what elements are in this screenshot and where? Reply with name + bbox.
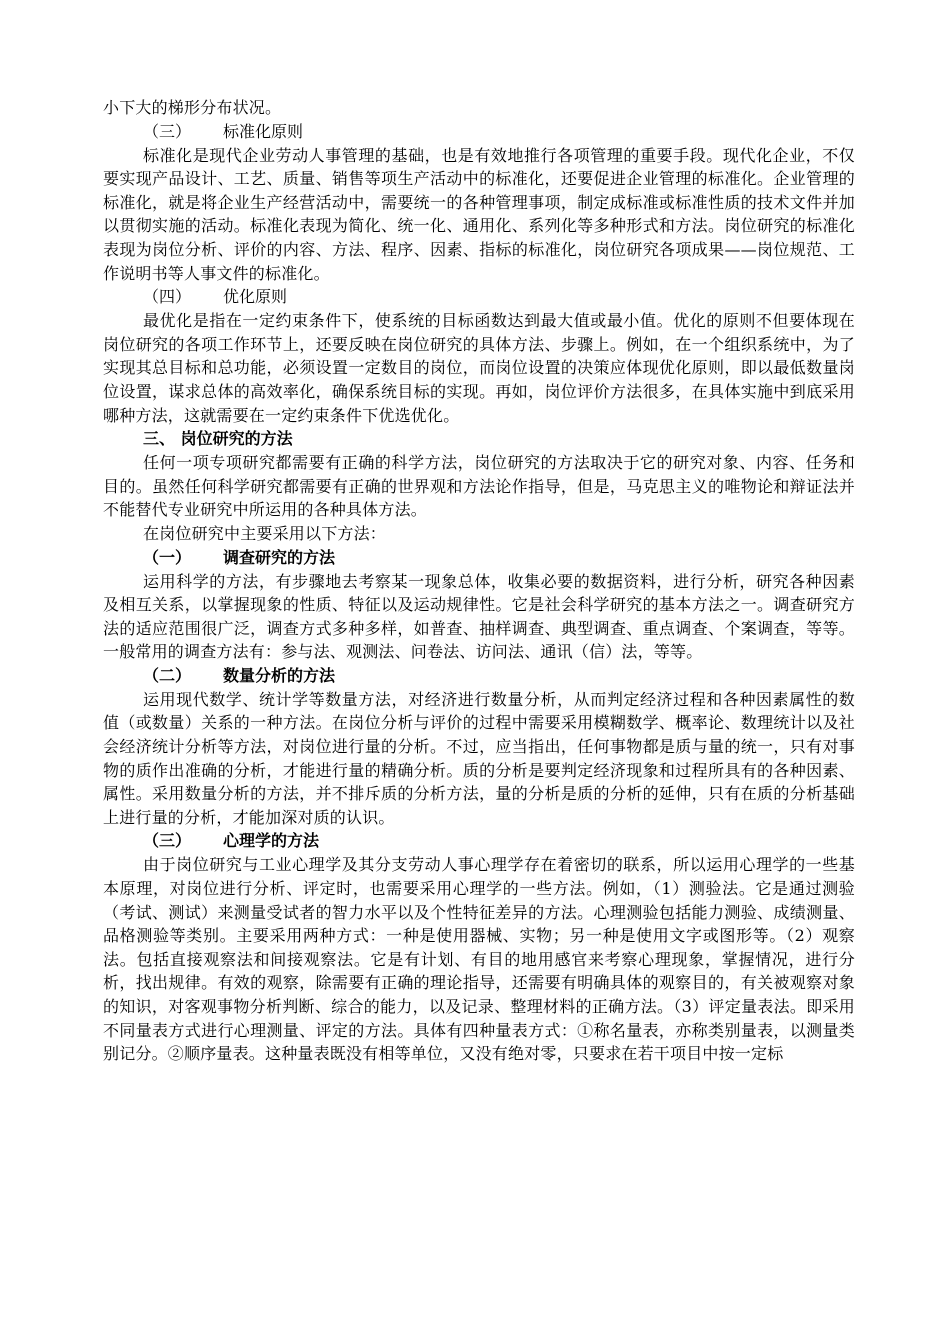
heading-title: 数量分析的方法 xyxy=(223,665,336,685)
heading-survey-method xyxy=(103,546,855,570)
paragraph-methods-lead: 在岗位研究中主要采用以下方法： xyxy=(143,523,387,543)
heading-title: 优化原则 xyxy=(223,287,288,307)
paragraph-quantitative: 运用现代数学、统计学等数量方法，对经济进行数量分析，从而判定经济过程和各种因素属性的数值（或数量）关系的一种方法。在岗位分析与评价的过程中需要采用模糊数学、概率论、数理统计以及社会经济统计分析等方法，对岗位进行量的分析。不过，应当指出，任何事物都是质与量的统一，只有对事物的质作出准确的分析，才能进行量的精确分析。质的分析是要判定经济现象和过程所具有的各种因素、属性。采用数量分析的方法，并不排斥质的分析方法，量的分析是质的分析的延伸，只有在质的分析基础上进行量的分析，才能加深对质的认识。 xyxy=(103,689,855,827)
heading-title: 调查研究的方法 xyxy=(223,547,336,567)
document-page xyxy=(103,96,855,1066)
heading-number: （二） xyxy=(143,665,192,685)
heading-title: 心理学的方法 xyxy=(223,831,320,851)
heading-psychology-method xyxy=(103,829,855,853)
paragraph-psychology: 由于岗位研究与工业心理学及其分支劳动人事心理学存在着密切的联系，所以运用心理学的一些基本原理，对岗位进行分析、评定时，也需要采用心理学的一些方法。例如，（1）测验法。它是通过测验（考试、测试）来测量受试者的智力水平以及个性特征差异的方法。心理测验包括能力测验、成绩测量、品格测验等类别。主要采用两种方式：一种是使用器械、实物；另一种是使用文字或图形等。（2）观察法。包括直接观察法和间接观察法。它是有计划、有目的地用感官来考察心理现象，掌握情况，进行分析，找出规律。有效的观察，除需要有正确的理论指导，还需要有明确具体的观察目的，有关被观察对象的知识，对客观事物分析判断、综合的能力，以及记录、整理材料的正确方法。（3）评定量表法。即采用不同量表方式进行心理测量、评定的方法。具体有四种量表方式：①称名量表，亦称类别量表，以测量类别记分。②顺序量表。这种量表既没有相等单位，又没有绝对零，只要求在若干项目中按一定标 xyxy=(103,855,855,1064)
heading-number: （三） xyxy=(143,831,192,851)
heading-title: 标准化原则 xyxy=(223,121,304,141)
heading-standardization-principle xyxy=(103,120,855,144)
section-title-methods: 三、 岗位研究的方法 xyxy=(143,429,293,449)
paragraph-methods-intro: 任何一项专项研究都需要有正确的科学方法，岗位研究的方法取决于它的研究对象、内容、任务和目的。虽然任何科学研究都需要有正确的世界观和方法论作指导，但是，马克思主义的唯物论和辩证法并不能替代专业研究中所运用的各种具体方法。 xyxy=(103,453,855,520)
paragraph-survey: 运用科学的方法，有步骤地去考察某一现象总体，收集必要的数据资料，进行分析，研究各种因素及相互关系，以掌握现象的性质、特征以及运动规律性。它是社会科学研究的基本方法之一。调查研究方法的适应范围很广泛，调查方式多种多样，如普查、抽样调查、典型调查、重点调查、个案调查，等等。一般常用的调查方法有：参与法、观测法、问卷法、访问法、通讯（信）法，等等。 xyxy=(103,571,855,662)
heading-quantitative-method xyxy=(103,664,855,688)
paragraph-standardization: 标准化是现代企业劳动人事管理的基础，也是有效地推行各项管理的重要手段。现代化企业，不仅要实现产品设计、工艺、质量、销售等项生产活动中的标准化，还要促进企业管理的标准化。企业管理的标准化，就是将企业生产经营活动中，需要统一的各种管理事项，制定成标准或标准性质的技术文件并加以贯彻实施的活动。标准化表现为简化、统一化、通用化、系列化等多种形式和方法。岗位研究的标准化表现为岗位分析、评价的内容、方法、程序、因素、指标的标准化，岗位研究各项成果——岗位规范、工作说明书等人事文件的标准化。 xyxy=(103,145,855,283)
heading-number: （四） xyxy=(143,287,192,307)
heading-optimization-principle xyxy=(103,285,855,309)
paragraph-optimization: 最优化是指在一定约束条件下，使系统的目标函数达到最大值或最小值。优化的原则不但要体现在岗位研究的各项工作环节上，还要反映在岗位研究的具体方法、步骤上。例如，在一个组织系统中，为了实现其总目标和总功能，必须设置一定数目的岗位，而岗位设置的决策应体现优化原则，即以最低数量岗位设置，谋求总体的高效率化，确保系统目标的实现。再如，岗位评价方法很多，在具体实施中到底采用哪种方法，这就需要在一定约束条件下优选优化。 xyxy=(103,311,855,425)
heading-number: （一） xyxy=(143,547,192,567)
heading-number: （三） xyxy=(143,121,192,141)
paragraph-continuation: 小下大的梯形分布状况。 xyxy=(103,98,282,117)
